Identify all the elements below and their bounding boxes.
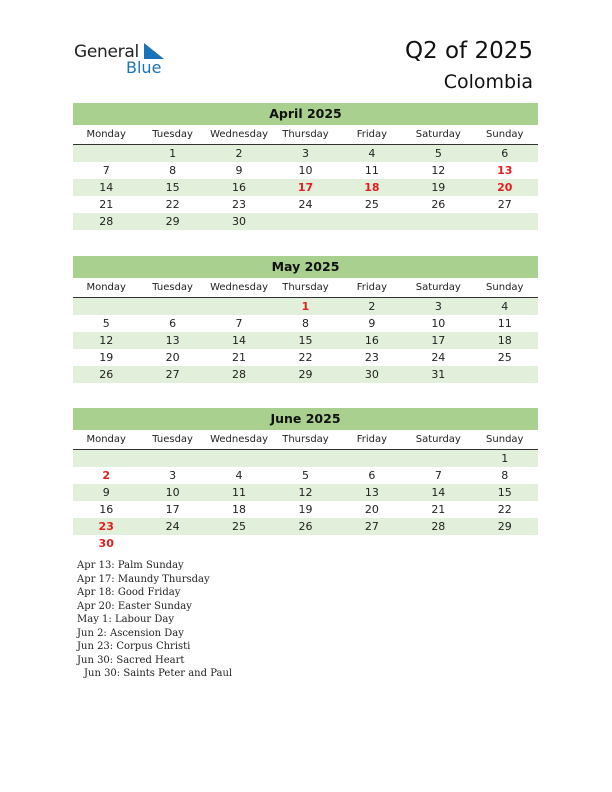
day-cell (206, 450, 272, 468)
week-row (73, 162, 538, 179)
day-cell: 7 (102, 164, 110, 177)
day-cell: 12 (73, 332, 139, 349)
week-row (73, 450, 538, 468)
day-cell: 8 (169, 164, 177, 177)
week-row (73, 484, 538, 501)
day-cell (405, 450, 471, 468)
day-cell: 26 (73, 366, 139, 383)
weekday-header: Thursday (272, 278, 338, 298)
weekday-header: Friday (339, 125, 405, 145)
weekday-header: Monday (73, 125, 139, 145)
week-row (73, 501, 538, 518)
day-cell: 14 (206, 332, 272, 349)
day-cell: 29 (472, 518, 538, 535)
day-cell: 2 (206, 145, 272, 163)
day-cell: 17 (165, 503, 180, 516)
day-cell (139, 535, 205, 552)
holiday-item: Apr 20: Easter Sunday (77, 600, 192, 612)
day-cell: 17 (272, 179, 338, 196)
day-cell (139, 298, 205, 316)
weekday-header: Sunday (472, 430, 538, 450)
day-cell: 1 (272, 298, 338, 316)
day-cell: 24 (431, 351, 446, 364)
day-cell: 14 (405, 484, 471, 501)
weekday-header: Friday (339, 278, 405, 298)
month-title: June 2025 (73, 408, 538, 430)
week-row (73, 332, 538, 349)
weekday-header: Wednesday (206, 278, 272, 298)
day-cell: 13 (139, 332, 205, 349)
month-title: April 2025 (73, 103, 538, 125)
day-cell: 30 (339, 366, 405, 383)
weekday-header: Saturday (405, 278, 471, 298)
weekday-header: Monday (73, 430, 139, 450)
week-row (73, 349, 538, 366)
weekday-header: Sunday (472, 278, 538, 298)
weekday-header: Wednesday (206, 125, 272, 145)
day-cell: 5 (301, 469, 309, 482)
day-cell: 28 (73, 213, 139, 230)
day-cell: 26 (431, 198, 446, 211)
day-cell (73, 145, 139, 163)
day-cell (73, 298, 139, 316)
day-cell: 4 (235, 469, 243, 482)
week-row (73, 213, 538, 230)
day-cell: 19 (99, 351, 114, 364)
day-cell: 5 (405, 145, 471, 163)
day-cell: 8 (501, 469, 509, 482)
day-cell (272, 213, 338, 230)
week-row (73, 315, 538, 332)
day-cell (472, 535, 538, 552)
day-cell: 9 (368, 317, 376, 330)
day-cell: 7 (235, 317, 243, 330)
day-cell: 29 (139, 213, 205, 230)
day-cell: 27 (339, 518, 405, 535)
weekday-header-row (73, 278, 538, 298)
country-name: Colombia (443, 71, 533, 93)
week-row (73, 145, 538, 163)
weekday-header: Wednesday (206, 430, 272, 450)
holiday-item: Jun 30: Saints Peter and Paul (84, 668, 233, 679)
day-cell: 9 (73, 484, 139, 501)
day-cell: 5 (102, 317, 110, 330)
day-cell: 29 (272, 366, 338, 383)
day-cell: 6 (169, 317, 177, 330)
day-cell: 25 (364, 198, 379, 211)
day-cell: 7 (434, 469, 442, 482)
day-cell: 2 (339, 298, 405, 316)
weekday-header: Tuesday (139, 125, 205, 145)
holiday-item: Apr 18: Good Friday (77, 587, 181, 598)
day-cell: 31 (405, 366, 471, 383)
weekday-header-row (73, 125, 538, 145)
weekday-header: Thursday (272, 125, 338, 145)
day-cell: 15 (139, 179, 205, 196)
day-cell (206, 298, 272, 316)
day-cell: 18 (232, 503, 247, 516)
week-row (73, 467, 538, 484)
holiday-item: Jun 2: Ascension Day (77, 627, 184, 639)
weekday-header: Monday (73, 278, 139, 298)
day-cell (472, 366, 538, 383)
day-cell: 10 (431, 317, 446, 330)
day-cell: 6 (472, 145, 538, 163)
logo-word-blue: Blue (126, 58, 162, 77)
day-cell: 20 (165, 351, 180, 364)
day-cell (472, 213, 538, 230)
weekday-header: Saturday (405, 125, 471, 145)
day-cell (206, 535, 272, 552)
holiday-item: May 1: Labour Day (77, 614, 174, 625)
day-cell: 12 (431, 164, 446, 177)
day-cell: 19 (298, 503, 313, 516)
week-row (73, 179, 538, 196)
day-cell: 3 (405, 298, 471, 316)
day-cell: 22 (497, 503, 512, 516)
week-row (73, 196, 538, 213)
day-cell (405, 535, 471, 552)
holiday-list (77, 559, 232, 681)
day-cell (139, 450, 205, 468)
day-cell: 12 (272, 484, 338, 501)
day-cell: 15 (472, 484, 538, 501)
day-cell: 16 (99, 503, 114, 516)
page-title: Q2 of 2025 (404, 38, 533, 64)
day-cell: 24 (298, 198, 313, 211)
day-cell: 20 (472, 179, 538, 196)
day-cell: 4 (339, 145, 405, 163)
day-cell (339, 535, 405, 552)
week-row (73, 298, 538, 316)
calendar-grid (73, 125, 538, 230)
day-cell (405, 213, 471, 230)
day-cell: 21 (99, 198, 114, 211)
day-cell (73, 450, 139, 468)
day-cell: 18 (472, 332, 538, 349)
day-cell: 25 (497, 351, 512, 364)
day-cell: 30 (98, 537, 114, 550)
day-cell: 24 (139, 518, 205, 535)
day-cell: 6 (368, 469, 376, 482)
day-cell: 8 (301, 317, 309, 330)
weekday-header: Friday (339, 430, 405, 450)
day-cell: 26 (272, 518, 338, 535)
day-cell: 23 (232, 198, 247, 211)
day-cell: 16 (339, 332, 405, 349)
weekday-header: Tuesday (139, 430, 205, 450)
week-row (73, 518, 538, 535)
day-cell: 3 (169, 469, 177, 482)
day-cell: 23 (73, 518, 139, 535)
day-cell: 11 (497, 317, 512, 330)
day-cell (272, 450, 338, 468)
day-cell: 15 (272, 332, 338, 349)
month-june (73, 408, 538, 552)
day-cell: 28 (405, 518, 471, 535)
month-april (73, 103, 538, 230)
day-cell: 11 (206, 484, 272, 501)
day-cell: 23 (364, 351, 379, 364)
day-cell: 18 (339, 179, 405, 196)
day-cell: 28 (206, 366, 272, 383)
day-cell: 25 (206, 518, 272, 535)
day-cell: 21 (431, 503, 446, 516)
day-cell: 1 (472, 450, 538, 468)
day-cell: 9 (235, 164, 243, 177)
month-title: May 2025 (73, 256, 538, 278)
weekday-header: Thursday (272, 430, 338, 450)
day-cell: 4 (472, 298, 538, 316)
holiday-item: Apr 17: Maundy Thursday (77, 573, 210, 585)
weekday-header-row (73, 430, 538, 450)
day-cell (339, 213, 405, 230)
day-cell: 11 (364, 164, 379, 177)
month-may (73, 256, 538, 383)
holiday-item: Jun 30: Sacred Heart (77, 654, 185, 666)
day-cell (339, 450, 405, 468)
day-cell: 30 (206, 213, 272, 230)
day-cell (272, 535, 338, 552)
day-cell: 10 (298, 164, 313, 177)
day-cell: 16 (206, 179, 272, 196)
holiday-item: Apr 13: Palm Sunday (77, 560, 184, 571)
day-cell: 21 (232, 351, 247, 364)
weekday-header: Tuesday (139, 278, 205, 298)
day-cell: 13 (339, 484, 405, 501)
day-cell: 22 (165, 198, 180, 211)
week-row (73, 366, 538, 383)
day-cell: 1 (139, 145, 205, 163)
day-cell: 14 (73, 179, 139, 196)
day-cell: 2 (102, 469, 111, 482)
day-cell: 13 (497, 164, 513, 177)
calendar-grid (73, 430, 538, 552)
weekday-header: Saturday (405, 430, 471, 450)
logo (74, 40, 174, 80)
day-cell: 17 (405, 332, 471, 349)
logo-word-general: General (74, 42, 139, 62)
day-cell: 22 (298, 351, 313, 364)
day-cell: 19 (405, 179, 471, 196)
day-cell: 27 (497, 198, 512, 211)
weekday-header: Sunday (472, 125, 538, 145)
day-cell: 27 (139, 366, 205, 383)
calendar-grid (73, 278, 538, 383)
day-cell: 10 (139, 484, 205, 501)
day-cell: 20 (364, 503, 379, 516)
holiday-item: Jun 23: Corpus Christi (77, 641, 191, 652)
week-row (73, 535, 538, 552)
day-cell: 3 (272, 145, 338, 163)
